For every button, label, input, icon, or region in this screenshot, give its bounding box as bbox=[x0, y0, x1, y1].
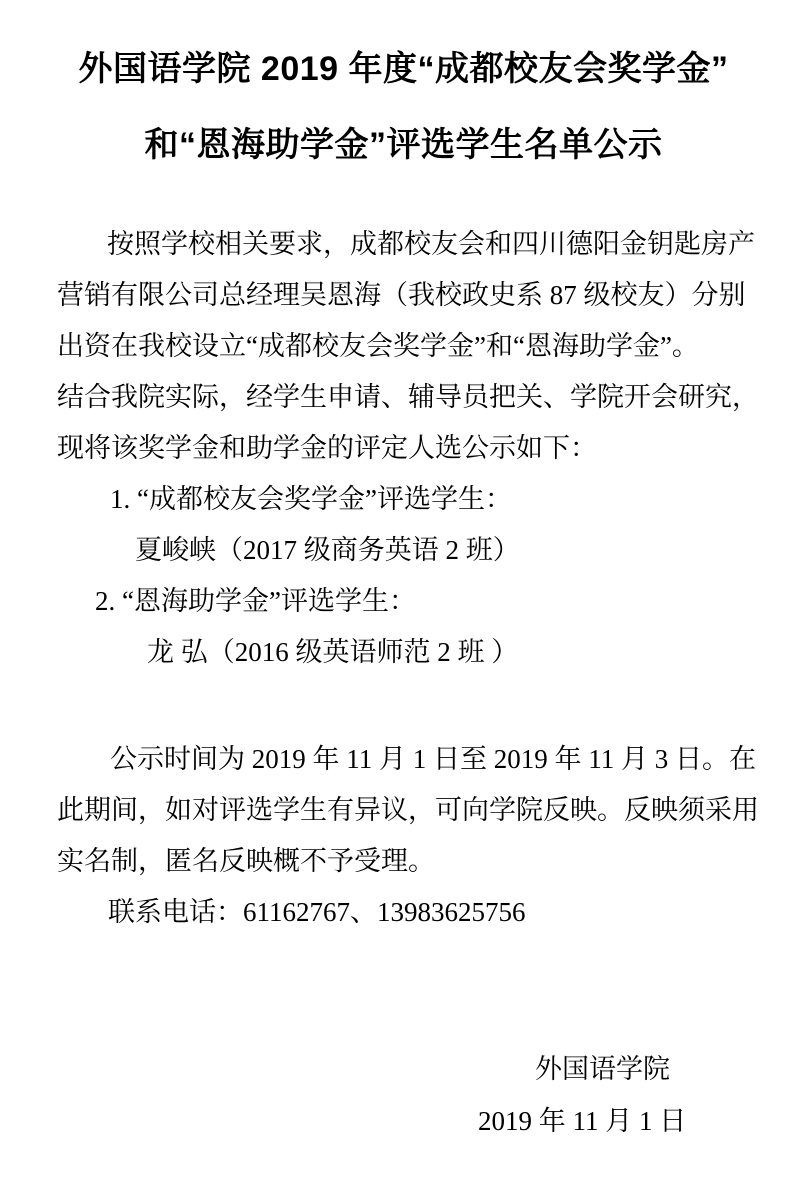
list-item-2-student-name: 龙 弘（2016 级英语师范 2 班 ） bbox=[147, 637, 519, 667]
paragraph1-line-2: 营销有限公司总经理吴恩海（我校政史系 87 级校友）分别 bbox=[57, 280, 746, 310]
paragraph1-line-5: 现将该奖学金和助学金的评定人选公示如下： bbox=[57, 433, 597, 463]
list-item-1-heading: 1. “成都校友会奖学金”评选学生： bbox=[110, 484, 512, 514]
list-item-1-student-name: 夏峻峡（2017 级商务英语 2 班） bbox=[135, 535, 520, 565]
signature-department: 外国语学院 bbox=[535, 1054, 670, 1084]
paragraph1-line-4: 结合我院实际，经学生申请、辅导员把关、学院开会研究， bbox=[57, 382, 759, 412]
paragraph2-line-2: 此期间，如对评选学生有异议，可向学院反映。反映须采用 bbox=[57, 795, 759, 825]
contact-phone-line: 联系电话：61162767、13983625756 bbox=[108, 897, 526, 927]
paragraph1-line-3: 出资在我校设立“成都校友会奖学金”和“恩海助学金”。 bbox=[57, 331, 699, 361]
document-title-line-2: 和“恩海助学金”评选学生名单公示 bbox=[144, 126, 663, 164]
paragraph1-line-1: 按照学校相关要求，成都校友会和四川德阳金钥匙房产 bbox=[107, 229, 755, 259]
signature-date: 2019 年 11 月 1 日 bbox=[478, 1106, 687, 1136]
list-item-2-heading: 2. “恩海助学金”评选学生： bbox=[95, 586, 416, 616]
paragraph2-line-1: 公示时间为 2019 年 11 月 1 日至 2019 年 11 月 3 日。在 bbox=[110, 744, 756, 774]
document-title-line-1: 外国语学院 2019 年度“成都校友会奖学金” bbox=[78, 50, 729, 88]
paragraph2-line-3: 实名制，匿名反映概不予受理。 bbox=[57, 846, 435, 876]
